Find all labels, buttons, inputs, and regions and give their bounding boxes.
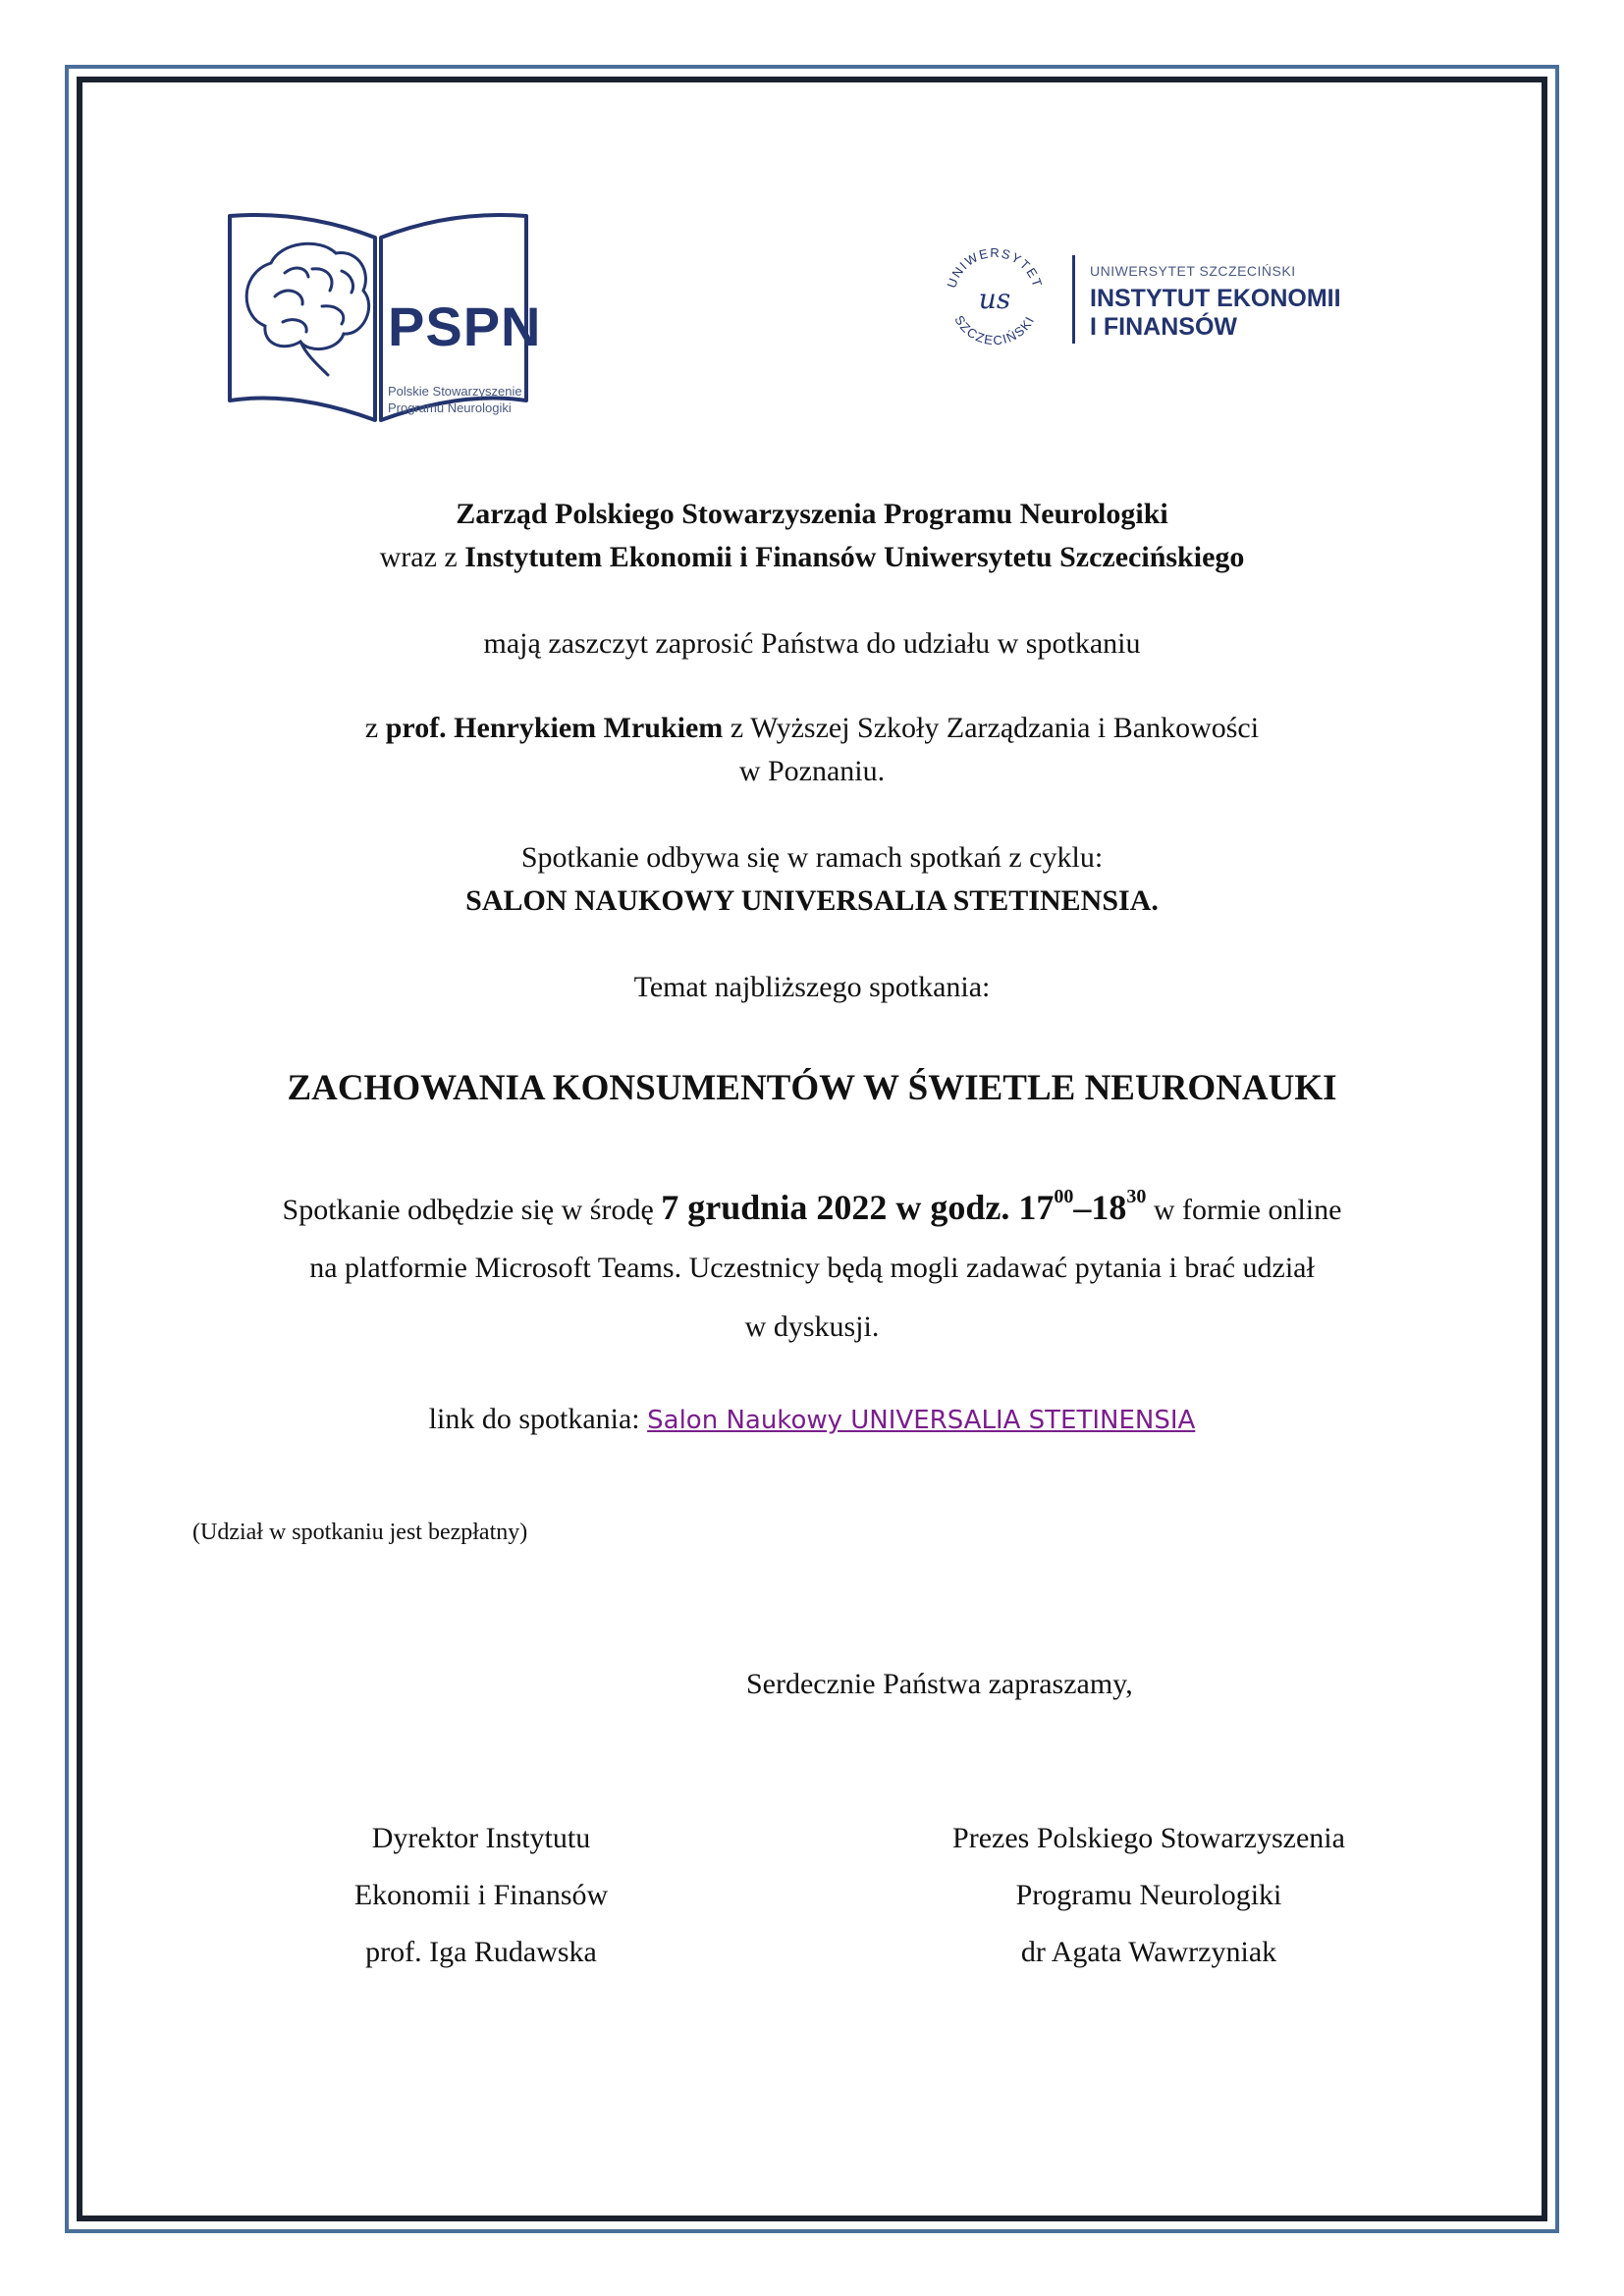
signature-president-role-2: Programu Neurologiki (1015, 1879, 1282, 1911)
pspn-abbreviation: PSPN (388, 295, 542, 357)
meeting-date-time (661, 1188, 1146, 1227)
intro-line-2-prefix: wraz z (379, 541, 465, 573)
series-line-1: Spotkanie odbywa się w ramach spotkań z cyklu: (520, 841, 1104, 874)
intro-line-2 (147, 536, 1477, 579)
details-suffix: w formie online (1146, 1194, 1342, 1226)
guest-line-1 (147, 707, 1477, 750)
signature-president (884, 1810, 1414, 1981)
details-line-3: w dyskusji. (744, 1310, 880, 1343)
guest-line-2: w Poznaniu. (738, 755, 886, 787)
guest-block (147, 707, 1477, 793)
meeting-date: 7 grudnia 2022 w godz. 17 (661, 1188, 1055, 1227)
pspn-logo (226, 208, 540, 426)
pspn-subtitle-line-2: Programu Neurologiki (388, 400, 512, 415)
intro-line-2-institute: Instytutem Ekonomii i Finansów Uniwersytetu Szczecińskiego (464, 541, 1245, 573)
us-logo-line-2: I FINANSÓW (1090, 313, 1237, 341)
signature-director-role-1: Dyrektor Instytutu (371, 1822, 591, 1854)
meeting-link[interactable]: Salon Naukowy UNIVERSALIA STETINENSIA (647, 1406, 1196, 1435)
signature-president-name: dr Agata Wawrzyniak (1020, 1936, 1277, 1968)
invitation-line: mają zaszczyt zaprosić Państwa do udziału w spotkaniu (483, 627, 1141, 660)
us-institute-logo (941, 243, 1373, 351)
topic-title: ZACHOWANIA KONSUMENTÓW W ŚWIETLE NEURONAUKI (287, 1068, 1337, 1108)
us-logo-university-name: UNIWERSYTET SZCZECIŃSKI (1090, 263, 1296, 279)
guest-name: prof. Henrykiem Mrukiem (385, 712, 724, 744)
intro-block (147, 493, 1477, 579)
signature-director (285, 1810, 677, 1981)
meeting-link-line (147, 1398, 1477, 1442)
pspn-subtitle-line-1: Polskie Stowarzyszenie (388, 384, 522, 399)
us-logo-institute-name (1090, 285, 1341, 342)
pspn-subtitle (388, 383, 522, 416)
details-prefix: Spotkanie odbędzie się w środę (282, 1194, 662, 1226)
us-logo-line-1: INSTYTUT EKONOMII (1090, 285, 1341, 312)
svg-text:SZCZECIŃSKI: SZCZECIŃSKI (951, 312, 1038, 348)
signature-president-role-1: Prezes Polskiego Stowarzyszenia (952, 1822, 1345, 1854)
end-minutes: 30 (1126, 1186, 1147, 1207)
university-seal-icon (941, 243, 1049, 351)
start-minutes: 00 (1054, 1186, 1074, 1207)
series-name: SALON NAUKOWY UNIVERSALIA STETINENSIA. (465, 884, 1159, 917)
guest-prefix: z (364, 712, 386, 744)
svg-text:UNIWERSYTET: UNIWERSYTET (944, 244, 1046, 291)
free-participation-note: (Udział w spotkaniu jest bezpłatny) (192, 1520, 528, 1545)
series-block (147, 836, 1477, 923)
us-monogram: us (978, 283, 1011, 315)
meeting-link-label: link do spotkania: (428, 1403, 648, 1435)
signature-director-name: prof. Iga Rudawska (365, 1936, 597, 1968)
closing-line: Serdecznie Państwa zapraszamy, (746, 1668, 1133, 1700)
details-line-1 (147, 1186, 1477, 1232)
end-hour: –18 (1073, 1188, 1127, 1227)
us-logo-divider (1072, 255, 1075, 344)
intro-line-1: Zarząd Polskiego Stowarzyszenia Programu Neurologiki (456, 498, 1168, 530)
details-line-2: na platformie Microsoft Teams. Uczestnicy będą mogli zadawać pytania i brać udział (309, 1252, 1315, 1284)
signature-director-role-2: Ekonomii i Finansów (353, 1879, 609, 1911)
guest-affiliation: z Wyższej Szkoły Zarządzania i Bankowości (723, 712, 1260, 744)
topic-label: Temat najbliższego spotkania: (633, 971, 991, 1003)
